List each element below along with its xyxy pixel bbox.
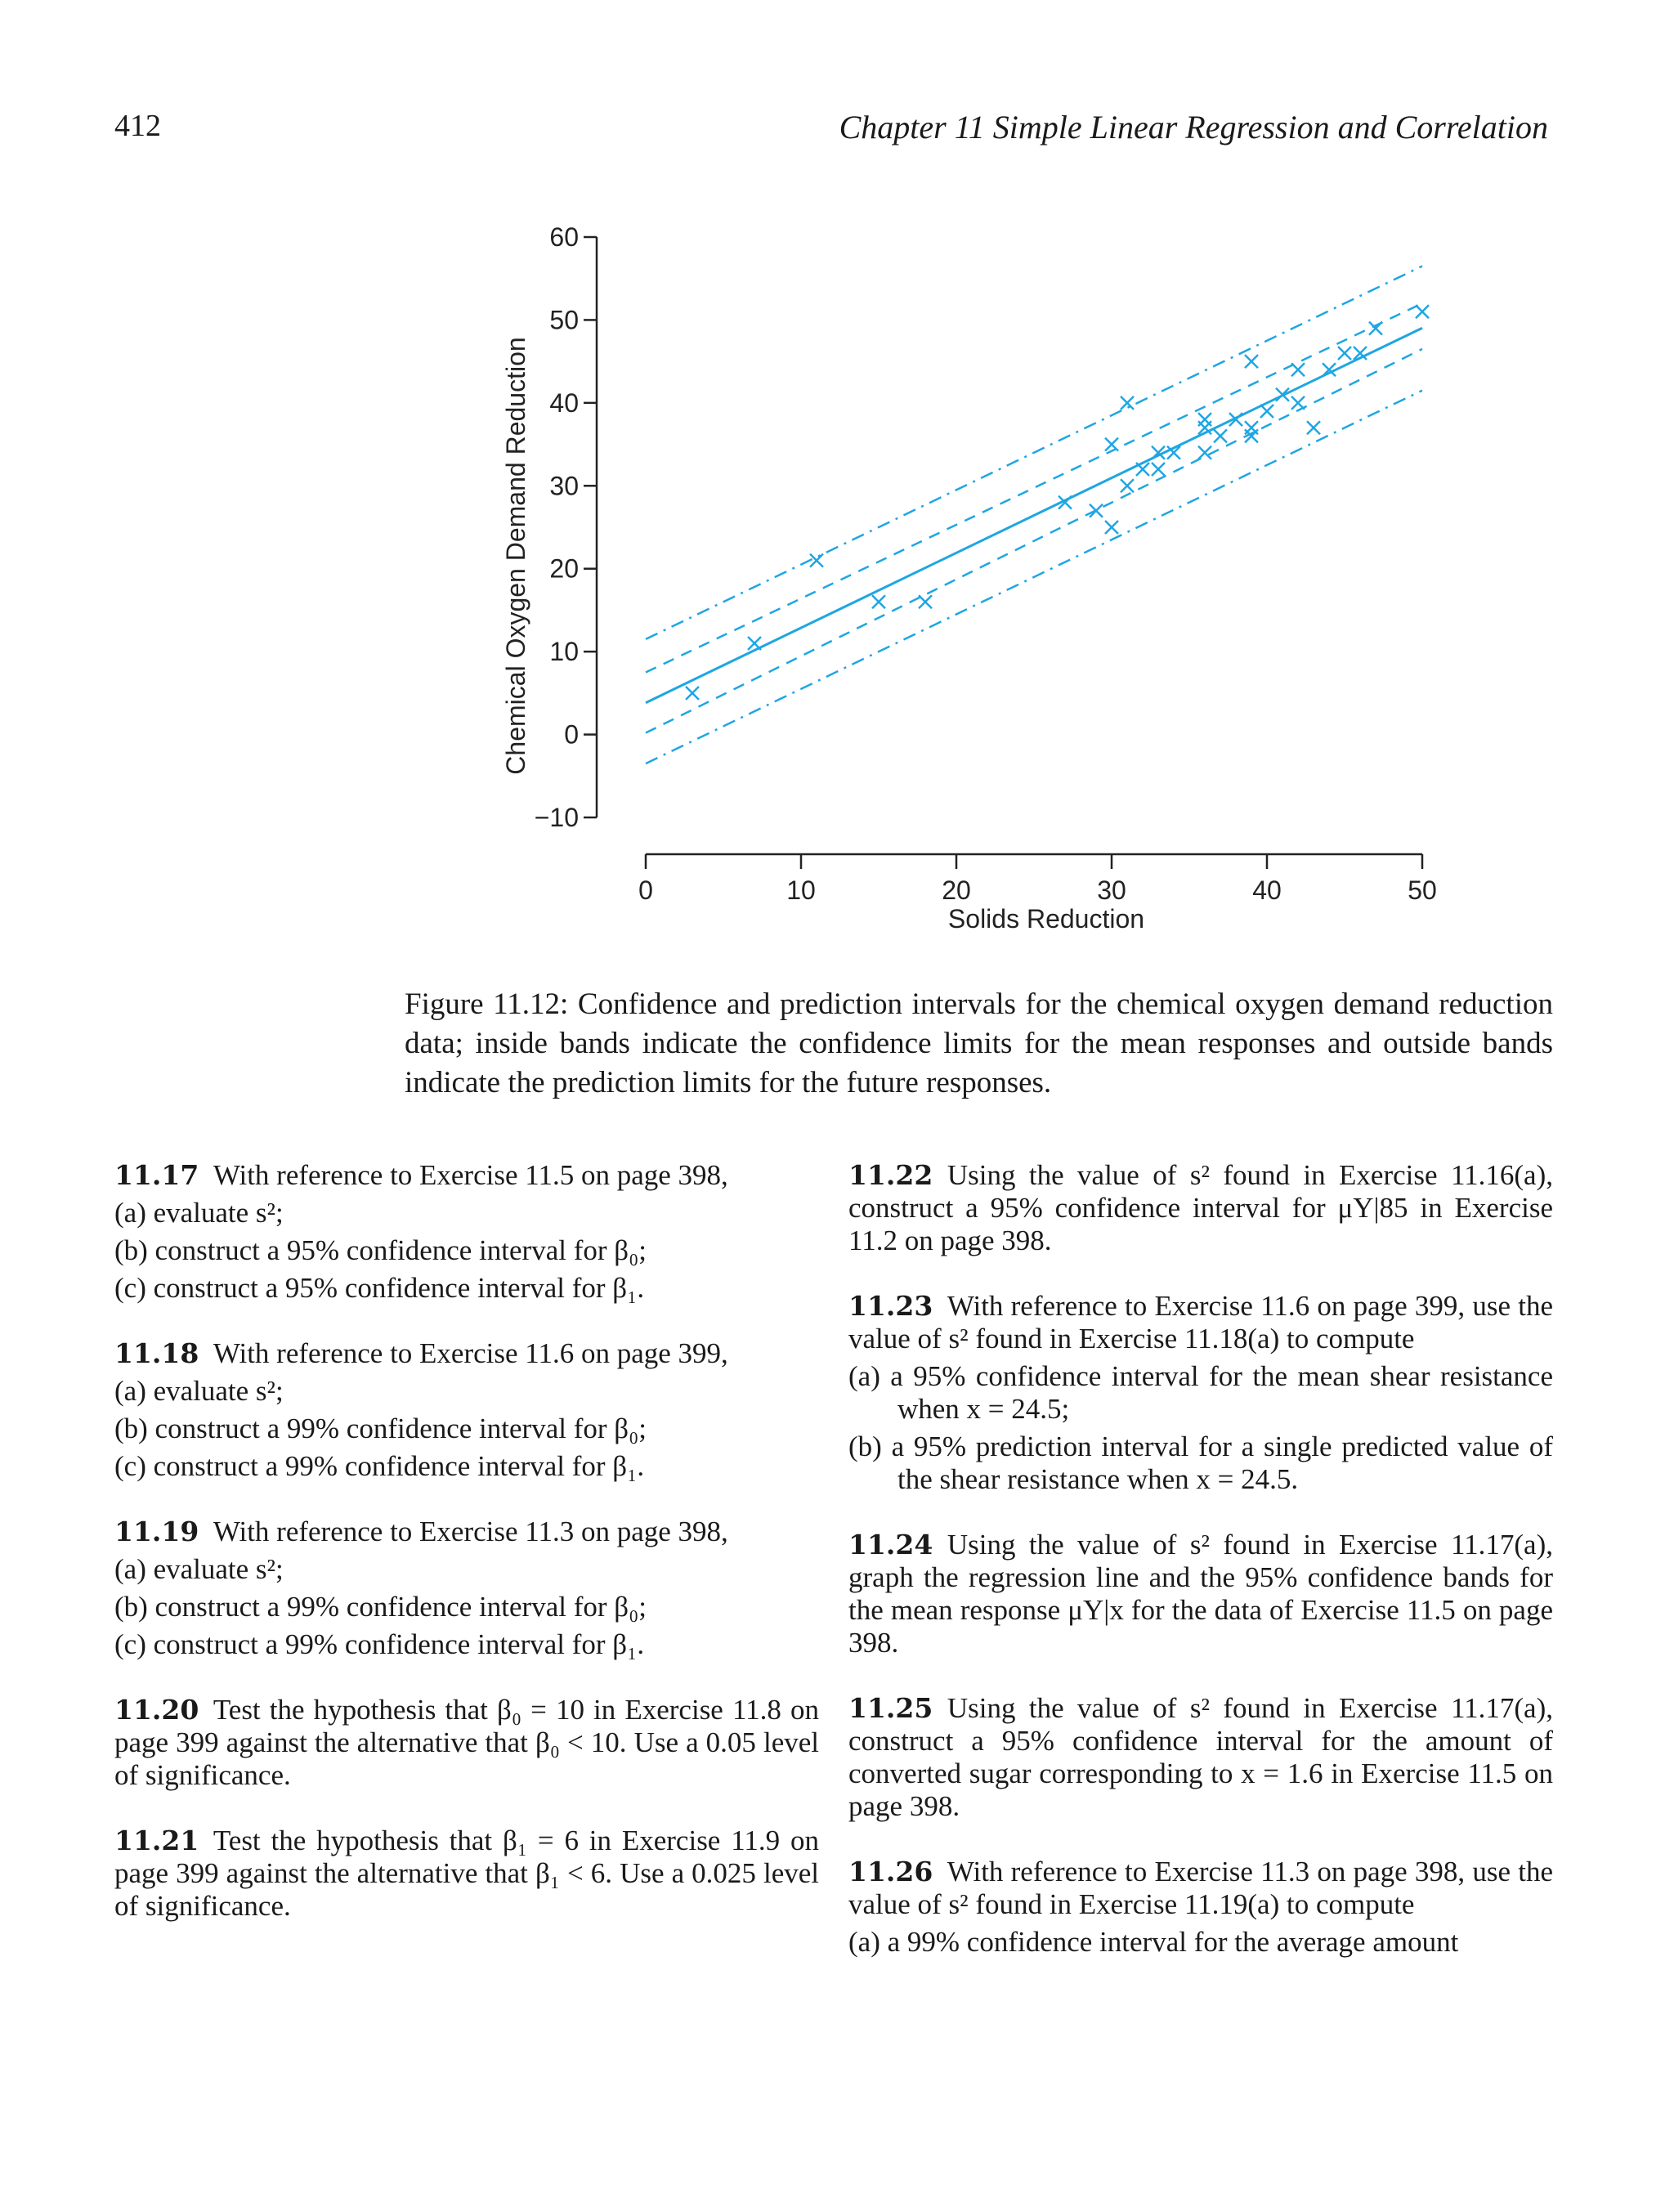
exercise-intro: Test the hypothesis that β₀ = 10 in Exercise 11.8 on page 399 against the alternative that β₀ < 10. Use a 0.05 level of significance. <box>114 1694 819 1791</box>
exercise-11-25 <box>848 1692 1553 1823</box>
y-tick-label: 60 <box>549 222 579 252</box>
exercise-text <box>114 1825 819 1923</box>
data-point <box>1416 305 1429 318</box>
data-point <box>686 687 699 700</box>
exercise-number: 11.19 <box>114 1516 199 1547</box>
x-axis-label: Solids Reduction <box>947 904 1145 934</box>
prediction-upper-band <box>646 266 1422 639</box>
exercise-part: (c) construct a 99% confidence interval for β₁. <box>114 1628 645 1660</box>
exercise-text <box>848 1856 1553 1921</box>
data-point <box>1245 355 1258 368</box>
exercise-part: (a) evaluate s²; <box>114 1553 284 1585</box>
exercise-number: 11.26 <box>848 1856 933 1887</box>
prediction-lower-band <box>646 391 1422 763</box>
data-point <box>1307 421 1320 434</box>
exercise-part: (a) a 95% confidence interval for the mean shear resistance when x = 24.5; <box>848 1360 1553 1425</box>
exercise-intro: With reference to Exercise 11.3 on page 398, <box>213 1516 728 1547</box>
exercise-text <box>114 1337 819 1370</box>
data-point <box>1121 479 1134 492</box>
x-tick-label: 30 <box>1097 875 1126 905</box>
data-points <box>686 305 1429 700</box>
x-tick-label: 40 <box>1252 875 1282 905</box>
exercise-part: (a) a 99% confidence interval for the average amount <box>848 1926 1459 1958</box>
exercise-intro: With reference to Exercise 11.3 on page 398, use the value of s² found in Exercise 11.19(a) to compute <box>848 1856 1553 1920</box>
exercise-part: (b) construct a 99% confidence interval for β₀; <box>114 1591 647 1623</box>
page-number: 412 <box>114 109 161 143</box>
interval-bands <box>646 266 1422 764</box>
x-tick-label: 20 <box>942 875 971 905</box>
exercise-part: (b) construct a 95% confidence interval for β₀; <box>114 1234 647 1266</box>
exercise-intro: With reference to Exercise 11.6 on page 399, use the value of s² found in Exercise 11.18(a) to compute <box>848 1290 1553 1355</box>
exercise-part: (b) a 95% prediction interval for a single predicted value of the shear resistance when x = 24.5. <box>848 1431 1553 1495</box>
regression-figure <box>490 208 1496 960</box>
data-point <box>1136 463 1149 476</box>
exercise-text <box>848 1692 1553 1823</box>
exercise-part: (c) construct a 95% confidence interval for β₁. <box>114 1272 645 1304</box>
regression-line <box>646 328 1422 702</box>
data-point <box>1152 463 1165 476</box>
exercise-number: 11.20 <box>114 1694 199 1726</box>
data-point <box>1291 363 1305 376</box>
figure-caption: Figure 11.12: Confidence and prediction intervals for the chemical oxygen demand reduction data; inside bands indicate the confidence limits for the mean responses and outside bands indicate the prediction limits for the future responses. <box>405 987 1553 1099</box>
data-point <box>748 637 761 650</box>
data-point <box>1260 405 1273 418</box>
exercise-text <box>848 1290 1553 1355</box>
exercise-number: 11.25 <box>848 1692 933 1724</box>
data-point <box>1105 438 1118 451</box>
right-column <box>848 1159 1553 1991</box>
data-point <box>1369 322 1382 335</box>
x-tick-label: 0 <box>638 875 653 905</box>
y-tick-label: −10 <box>534 803 579 832</box>
exercise-text <box>114 1516 819 1548</box>
y-tick-label: 50 <box>549 305 579 335</box>
x-tick-label: 10 <box>786 875 816 905</box>
confidence-upper-band <box>646 303 1422 672</box>
exercise-part: (b) construct a 99% confidence interval for β₀; <box>114 1413 647 1444</box>
data-point <box>1198 413 1211 426</box>
exercise-11-19 <box>114 1516 819 1661</box>
data-point <box>1214 429 1227 442</box>
left-column <box>114 1159 819 1955</box>
data-point <box>1198 446 1211 459</box>
exercise-number: 11.18 <box>114 1337 199 1369</box>
exercise-intro: With reference to Exercise 11.5 on page 398, <box>213 1159 728 1191</box>
exercise-part: (a) evaluate s²; <box>114 1375 284 1407</box>
exercise-number: 11.23 <box>848 1290 933 1322</box>
data-point <box>1090 504 1103 517</box>
exercise-text <box>848 1529 1553 1659</box>
exercise-11-18 <box>114 1337 819 1483</box>
data-point <box>919 595 932 608</box>
y-tick-label: 20 <box>549 553 579 584</box>
data-point <box>1121 396 1134 410</box>
exercise-number: 11.24 <box>848 1529 933 1560</box>
y-tick-label: 10 <box>549 637 579 667</box>
exercise-text <box>114 1694 819 1792</box>
exercise-11-20 <box>114 1694 819 1792</box>
exercise-intro: Using the value of s² found in Exercise 11.17(a), construct a 95% confidence interval for the amount of converted sugar corresponding to x = 1.6 in Exercise 11.5 on page 398. <box>848 1692 1553 1822</box>
exercise-intro: Test the hypothesis that β₁ = 6 in Exercise 11.9 on page 399 against the alternative that β₁ < 6. Use a 0.025 level of significance. <box>114 1825 819 1922</box>
exercise-text <box>114 1159 819 1192</box>
exercise-number: 11.21 <box>114 1825 199 1856</box>
y-axis-label: Chemical Oxygen Demand Reduction <box>501 337 530 775</box>
running-head: Chapter 11 Simple Linear Regression and Correlation <box>839 109 1548 146</box>
exercise-11-17 <box>114 1159 819 1305</box>
data-point <box>1105 521 1118 534</box>
y-tick-label: 30 <box>549 471 579 501</box>
exercise-11-26 <box>848 1856 1553 1959</box>
exercise-11-21 <box>114 1825 819 1923</box>
exercise-part: (c) construct a 99% confidence interval for β₁. <box>114 1450 645 1482</box>
data-point <box>1338 347 1351 360</box>
exercise-number: 11.22 <box>848 1159 933 1191</box>
data-point <box>1291 396 1305 410</box>
exercise-11-23 <box>848 1290 1553 1496</box>
exercise-part: (a) evaluate s²; <box>114 1197 284 1229</box>
confidence-lower-band <box>646 349 1422 733</box>
exercise-number: 11.17 <box>114 1159 199 1191</box>
exercise-11-22 <box>848 1159 1553 1257</box>
exercise-11-24 <box>848 1529 1553 1659</box>
y-tick-label: 40 <box>549 387 579 418</box>
exercise-text <box>848 1159 1553 1257</box>
y-tick-label: 0 <box>564 719 579 750</box>
exercise-intro: Using the value of s² found in Exercise 11.16(a), construct a 95% confidence interval for μY|85 in Exercise 11.2 on page 398. <box>848 1159 1553 1256</box>
exercise-intro: Using the value of s² found in Exercise 11.17(a), graph the regression line and the 95% confidence bands for the mean response μY|x for the data of Exercise 11.5 on page 398. <box>848 1529 1553 1659</box>
exercise-intro: With reference to Exercise 11.6 on page 399, <box>213 1337 728 1369</box>
data-point <box>872 595 885 608</box>
x-tick-label: 50 <box>1408 875 1437 905</box>
